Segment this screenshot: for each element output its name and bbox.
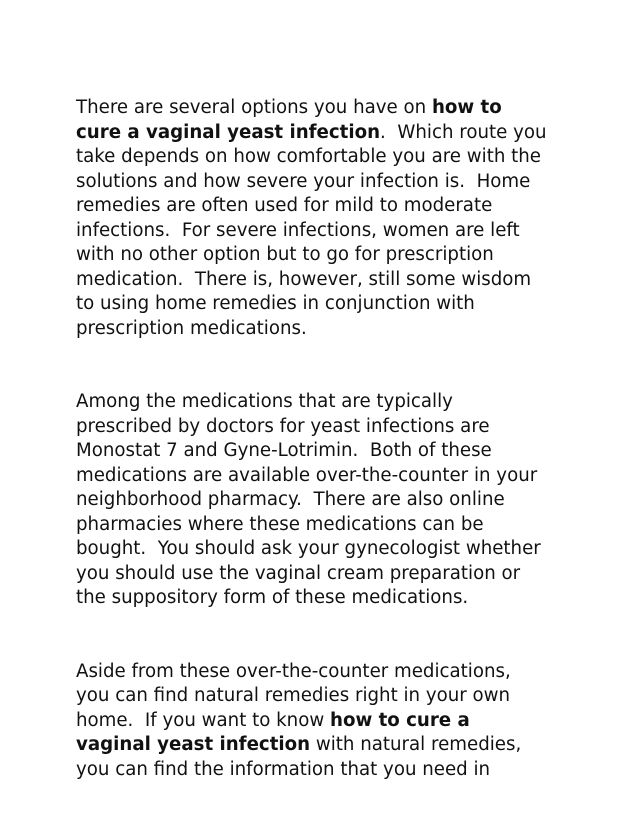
paragraph-1 bbox=[76, 96, 576, 341]
text-line bbox=[76, 488, 576, 513]
text-run: to using home remedies in conjunction with bbox=[76, 293, 475, 314]
text-run: bought. You should ask your gynecologist whether bbox=[76, 538, 541, 559]
text-line bbox=[76, 513, 576, 538]
text-run: take depends on how comfortable you are with the bbox=[76, 146, 541, 167]
text-line bbox=[76, 660, 576, 685]
text-run: solutions and how severe your infection is. Home bbox=[76, 170, 531, 192]
text-run: prescribed by doctors for yeast infections are bbox=[76, 415, 490, 437]
text-run: pharmacies where these medications can be bbox=[76, 513, 484, 535]
text-run: you should use the vaginal cream preparation or bbox=[76, 562, 521, 584]
paragraph-spacer bbox=[76, 341, 576, 390]
text-line bbox=[76, 415, 576, 440]
document-body bbox=[76, 96, 576, 782]
text-line bbox=[76, 145, 576, 170]
text-line bbox=[76, 219, 576, 244]
bold-keyword: how to bbox=[431, 97, 502, 118]
text-run: prescription medications. bbox=[76, 317, 307, 339]
text-line bbox=[76, 96, 576, 121]
text-line bbox=[76, 439, 576, 464]
text-line bbox=[76, 243, 576, 268]
text-run: remedies are often used for mild to moderate bbox=[76, 195, 493, 216]
text-line bbox=[76, 586, 576, 611]
text-line bbox=[76, 170, 576, 195]
bold-keyword: cure a vaginal yeast infection bbox=[76, 121, 381, 143]
bold-keyword: how to cure a bbox=[330, 709, 470, 731]
text-line bbox=[76, 537, 576, 562]
text-run: the suppository form of these medications. bbox=[76, 587, 469, 608]
text-line bbox=[76, 758, 576, 783]
paragraph-2 bbox=[76, 390, 576, 611]
text-run: infections. For severe infections, women are left bbox=[76, 219, 520, 241]
paragraph-3 bbox=[76, 660, 576, 783]
text-line bbox=[76, 292, 576, 317]
text-run: Monostat 7 and Gyne-Lotrimin. Both of these bbox=[76, 440, 492, 461]
text-run: with natural remedies, bbox=[310, 734, 522, 755]
bold-keyword: vaginal yeast infection bbox=[76, 734, 311, 755]
text-run: with no other option but to go for prescription bbox=[76, 244, 494, 265]
text-line bbox=[76, 194, 576, 219]
paragraph-spacer bbox=[76, 611, 576, 660]
text-run: . Which route you bbox=[380, 121, 547, 143]
text-line bbox=[76, 709, 576, 734]
text-line bbox=[76, 562, 576, 587]
text-run: you can find the information that you need in bbox=[76, 758, 491, 780]
text-line bbox=[76, 390, 576, 415]
text-run: There are several options you have on bbox=[76, 97, 432, 118]
text-line bbox=[76, 317, 576, 342]
text-run: medication. There is, however, still some wisdom bbox=[76, 268, 532, 290]
text-line bbox=[76, 121, 576, 146]
text-run: Among the medications that are typically bbox=[76, 391, 453, 412]
text-run: medications are available over-the-counter in your bbox=[76, 464, 538, 486]
text-run: Aside from these over-the-counter medications, bbox=[76, 660, 511, 682]
text-line bbox=[76, 733, 576, 758]
text-run: you can find natural remedies right in your own bbox=[76, 685, 511, 706]
text-line bbox=[76, 464, 576, 489]
text-line bbox=[76, 268, 576, 293]
text-run: home. If you want to know bbox=[76, 709, 330, 731]
text-line bbox=[76, 684, 576, 709]
text-run: neighborhood pharmacy. There are also online bbox=[76, 489, 505, 510]
